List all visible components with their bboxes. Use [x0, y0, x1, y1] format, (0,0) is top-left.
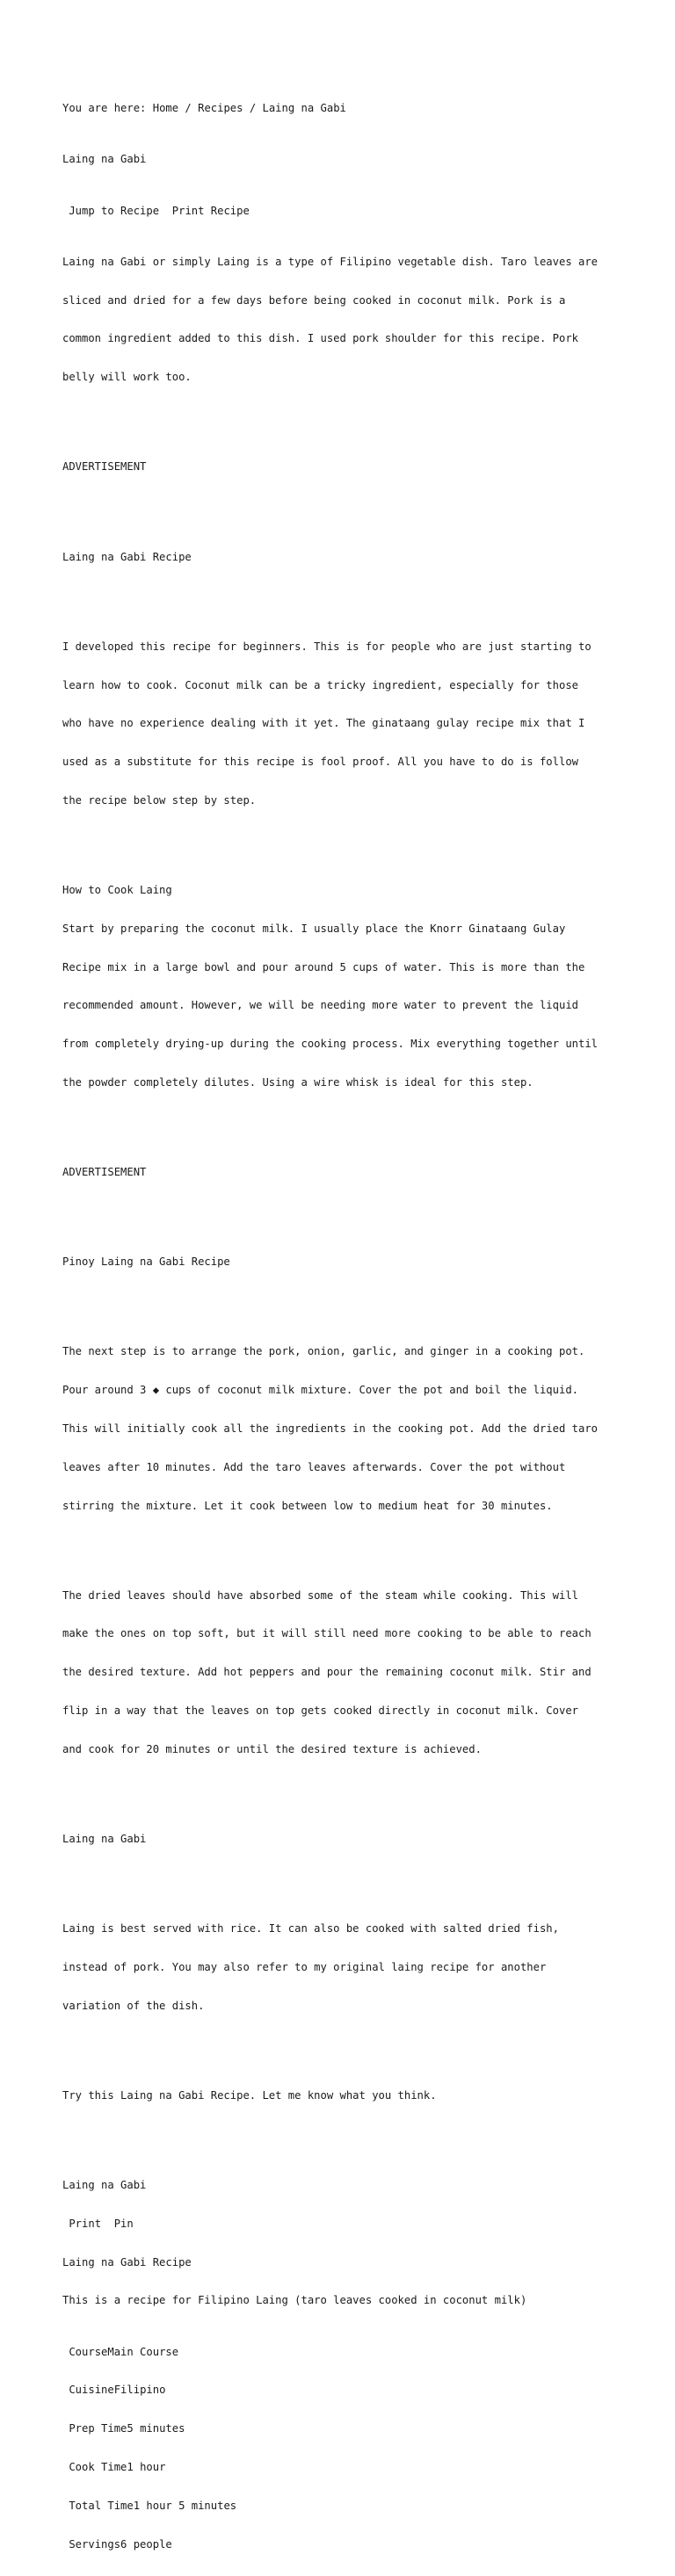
advertisement-label: ADVERTISEMENT [62, 1166, 147, 1179]
paragraph-line: variation of the dish. [62, 1999, 205, 2012]
paragraph-line: recommended amount. However, we will be needing more water to prevent the liquid [62, 999, 578, 1012]
spacer [62, 409, 642, 423]
paragraph-line: Laing is best served with rice. It can also be cooked with salted dried fish, [62, 1922, 559, 1936]
recipe-meta-cook-time [62, 2461, 642, 2474]
paragraph-line: belly will work too. [62, 371, 192, 384]
paragraph-line: Start by preparing the coconut milk. I usually place the Knorr Ginataang Gulay [62, 922, 566, 935]
meta-label: Servings [69, 2537, 121, 2551]
spacer [62, 1782, 642, 1795]
breadcrumb-current: Laing na Gabi [262, 101, 346, 114]
recipe-card-summary: This is a recipe for Filipino Laing (taro leaves cooked in coconut milk) [62, 2294, 527, 2307]
spacer [62, 589, 642, 602]
meta-value: 1 hour [127, 2461, 166, 2474]
recipe-meta-cuisine [62, 2384, 642, 2397]
meta-label: Course [69, 2345, 108, 2358]
meta-value: Filipino [113, 2384, 166, 2397]
meta-label: Cuisine [69, 2384, 114, 2397]
spacer [62, 2128, 642, 2141]
print-recipe-button[interactable]: Print Recipe [171, 204, 250, 217]
paragraph-line: stirring the mixture. Let it cook between low to medium heat for 30 minutes. [62, 1499, 553, 1512]
paragraph-line: Pour around 3 ◆ cups of coconut milk mixture. Cover the pot and boil the liquid. [62, 1384, 578, 1397]
paragraph-line: make the ones on top soft, but it will still need more cooking to be able to reach [62, 1627, 592, 1640]
paragraph-line: common ingredient added to this dish. I used pork shoulder for this recipe. Pork [62, 332, 578, 345]
recipe-print-button[interactable]: Print [69, 2217, 102, 2230]
article-document [62, 63, 642, 2576]
paragraph-line: used as a substitute for this recipe is fool proof. All you have to do is follow [62, 756, 578, 769]
meta-label: Cook Time [69, 2461, 127, 2474]
spacer [62, 499, 642, 512]
paragraph-line: who have no experience dealing with it yet. The ginataang gulay recipe mix that I [62, 717, 585, 730]
breadcrumb-prefix: You are here: [62, 101, 153, 114]
paragraph-line: leaves after 10 minutes. Add the taro leaves afterwards. Cover the pot without [62, 1460, 566, 1473]
recipe-meta-total-time [62, 2500, 642, 2513]
paragraph-line: The next step is to arrange the pork, onion, garlic, and ginger in a cooking pot. [62, 1345, 585, 1358]
breadcrumb-separator: / [178, 101, 199, 114]
paragraph-line: I developed this recipe for beginners. This is for people who are just starting to [62, 640, 592, 653]
meta-label: Total Time [69, 2499, 134, 2512]
image-caption: Laing na Gabi Recipe [62, 550, 192, 563]
meta-value: 5 minutes [127, 2422, 185, 2435]
paragraph-line: The dried leaves should have absorbed some of the steam while cooking. This will [62, 1588, 578, 1602]
spacer [62, 1871, 642, 1885]
breadcrumb-recipes-link[interactable]: Recipes [198, 101, 243, 114]
breadcrumb [62, 102, 642, 115]
paragraph-line: the powder completely dilutes. Using a wire whisk is ideal for this step. [62, 1075, 533, 1089]
recipe-meta-course [62, 2346, 642, 2359]
paragraph-line: This will initially cook all the ingredients in the cooking pot. Add the dried taro [62, 1422, 599, 1435]
paragraph-line: the desired texture. Add hot peppers and pour the remaining coconut milk. Stir and [62, 1666, 592, 1679]
spacer [62, 833, 642, 846]
paragraph-line: instead of pork. You may also refer to my original laing recipe for another [62, 1960, 547, 1973]
recipe-card-actions [62, 2218, 642, 2231]
recipe-card-title: Laing na Gabi Recipe [62, 2255, 192, 2268]
breadcrumb-separator: / [243, 101, 263, 114]
spacer [62, 2037, 642, 2051]
paragraph-line: flip in a way that the leaves on top gets cooked directly in coconut milk. Cover [62, 1704, 578, 1717]
post-actions [62, 205, 642, 218]
paragraph-line: from completely drying-up during the cooking process. Mix everything together until [62, 1038, 599, 1051]
spacer [62, 1115, 642, 1128]
spacer [62, 1294, 642, 1307]
paragraph-line: Try this Laing na Gabi Recipe. Let me know what you think. [62, 2088, 437, 2102]
advertisement-label: ADVERTISEMENT [62, 460, 147, 474]
meta-label: Prep Time [69, 2422, 127, 2435]
image-caption: Pinoy Laing na Gabi Recipe [62, 1255, 230, 1269]
recipe-meta-servings [62, 2538, 642, 2551]
paragraph-line: the recipe below step by step. [62, 793, 257, 807]
meta-value: 6 people [120, 2537, 172, 2551]
meta-value: 1 hour 5 minutes [133, 2499, 237, 2512]
breadcrumb-home-link[interactable]: Home [152, 101, 179, 114]
post-title: Laing na Gabi [62, 153, 147, 166]
image-caption: Laing na Gabi [62, 1832, 147, 1845]
paragraph-line: learn how to cook. Coconut milk can be a tricky ingredient, especially for those [62, 678, 578, 691]
paragraph-line: sliced and dried for a few days before being cooked in coconut milk. Pork is a [62, 293, 566, 307]
jump-to-recipe-button[interactable]: Jump to Recipe [69, 204, 160, 217]
spacer [62, 1538, 642, 1551]
section-heading: How to Cook Laing [62, 884, 172, 896]
paragraph-line: Laing na Gabi or simply Laing is a type of Filipino vegetable dish. Taro leaves are [62, 255, 599, 268]
recipe-meta-prep-time [62, 2422, 642, 2435]
paragraph-line: and cook for 20 minutes or until the desired texture is achieved. [62, 1742, 482, 1755]
meta-value: Main Course [107, 2345, 179, 2358]
paragraph-line: Recipe mix in a large bowl and pour around 5 cups of water. This is more than the [62, 960, 585, 973]
recipe-pin-button[interactable]: Pin [113, 2217, 134, 2230]
recipe-card-image-alt: Laing na Gabi [62, 2178, 147, 2191]
spacer [62, 1205, 642, 1218]
